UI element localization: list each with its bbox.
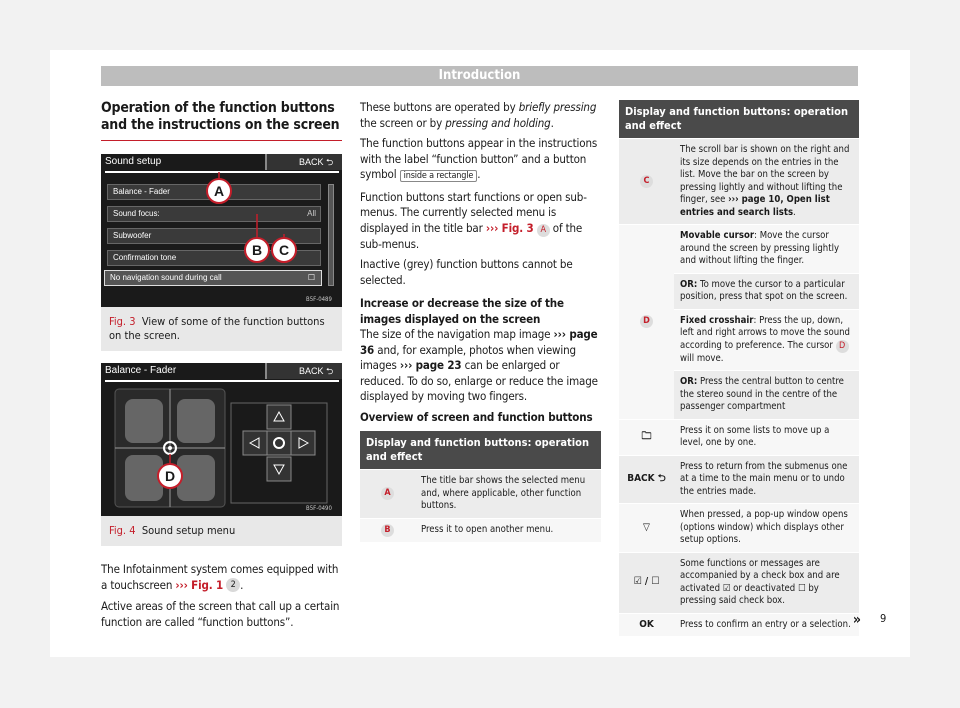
fig3-item-label: No navigation sound during call bbox=[110, 273, 222, 282]
text: The Infotainment system comes equipped with a touchscreen bbox=[101, 562, 339, 592]
overview-heading: Overview of screen and function buttons bbox=[360, 409, 593, 424]
text: will move. bbox=[680, 352, 724, 364]
page-23-link[interactable]: ››› page 23 bbox=[399, 358, 462, 372]
fig3-screen bbox=[101, 154, 342, 307]
table-key bbox=[619, 455, 674, 504]
number-badge: 2 bbox=[226, 578, 240, 592]
text: and, for example, photos when viewing images bbox=[360, 342, 576, 372]
fig4-back-label: BACK bbox=[299, 366, 324, 376]
table-key bbox=[360, 518, 415, 542]
col1-paragraph-1 bbox=[101, 562, 342, 593]
table-key bbox=[619, 139, 674, 225]
emphasis: briefly pressing bbox=[518, 100, 597, 114]
table-row bbox=[619, 455, 859, 504]
table-desc bbox=[674, 613, 859, 636]
table-header: Display and function buttons: operation and effect bbox=[360, 431, 601, 470]
figure-4 bbox=[101, 363, 342, 546]
fig3-item-label: Subwoofer bbox=[113, 231, 152, 240]
text: or deactivated bbox=[733, 582, 796, 594]
continued-icon: » bbox=[852, 611, 861, 628]
back-arrow-icon: ⮌ bbox=[326, 157, 334, 167]
fig3-label: Fig. 3 bbox=[109, 315, 136, 328]
text: Press to confirm an entry or a selection. bbox=[680, 618, 851, 630]
text: of the sub-menus. bbox=[360, 220, 583, 251]
button-symbol-example: inside a rectangle bbox=[400, 170, 478, 182]
back-key-label: BACK bbox=[627, 473, 655, 484]
fig3-item-value: All bbox=[307, 209, 316, 218]
table-desc: The title bar shows the selected menu and, where applicable, other function buttons. bbox=[415, 470, 601, 519]
text: The scroll bar is shown on the right and its size depends on the entries in the list. Move the bar on the screen by pressing lightly and without lifting the finger, see bbox=[680, 144, 850, 205]
back-arrow-icon: ⮌ bbox=[657, 473, 666, 484]
ok-key: OK bbox=[619, 613, 674, 636]
fig3-item-label: Sound focus: bbox=[113, 209, 160, 218]
key-a-badge: A bbox=[381, 487, 394, 500]
text: the screen or by bbox=[360, 115, 443, 130]
col2-paragraph-1 bbox=[360, 100, 601, 131]
table-row bbox=[619, 225, 859, 274]
table-row bbox=[619, 139, 859, 225]
callout-d: D bbox=[157, 463, 183, 489]
page-10-link[interactable]: ››› page 10, Open list entries and search lists bbox=[680, 194, 830, 218]
fig4-caption-text: Sound setup menu bbox=[141, 524, 236, 537]
function-table-part-2 bbox=[619, 100, 859, 636]
zoom-heading: Increase or decrease the size of the images displayed on the screen bbox=[360, 296, 564, 326]
table-desc bbox=[674, 273, 859, 309]
table-row bbox=[619, 504, 859, 553]
table-row bbox=[619, 613, 859, 636]
table-row bbox=[619, 419, 859, 455]
page-header: Introduction bbox=[101, 66, 858, 86]
checkbox-icons: ☑ / ☐ bbox=[619, 552, 674, 613]
fig4-screen bbox=[101, 363, 342, 516]
text: by pressing said check box. bbox=[680, 582, 819, 606]
table-desc bbox=[674, 225, 859, 274]
table-desc: Some functions or messages are accompanied by a check box and are activated ☑ or deactivated ☐ by pressing said check box. bbox=[674, 552, 859, 613]
term: Fixed crosshair bbox=[680, 314, 754, 326]
fig3-back-label: BACK bbox=[299, 157, 324, 167]
back-arrow-icon: ⮌ bbox=[326, 366, 334, 376]
table-key bbox=[619, 225, 674, 420]
key-c-badge: C bbox=[640, 175, 653, 188]
table-header: Display and function buttons: operation and effect bbox=[619, 100, 859, 139]
text: To move the cursor to a particular position, press that spot on the screen. bbox=[680, 278, 848, 302]
text: The size of the navigation map image bbox=[360, 327, 551, 341]
term: OR: bbox=[680, 278, 698, 290]
col2-paragraph-2 bbox=[360, 136, 601, 185]
fig3-item-label: Balance - Fader bbox=[113, 187, 170, 196]
table-desc: When pressed, a pop-up window opens (options window) which displays other setup options. bbox=[674, 504, 859, 553]
text: : Move the cursor around the screen by pressing lightly and without lifting the finger. bbox=[680, 230, 839, 266]
triangle-down-icon: ▽ bbox=[619, 504, 674, 553]
callout-a: A bbox=[206, 178, 232, 204]
function-table-part-1 bbox=[360, 431, 601, 542]
fig4-screen-title: Balance - Fader bbox=[105, 365, 177, 376]
title-rule bbox=[101, 140, 342, 141]
col2-paragraph-3 bbox=[360, 190, 601, 253]
key-d-badge: D bbox=[640, 315, 653, 328]
text: can be enlarged or reduced. To do so, enlarge or reduce the image displayed by moving two fingers. bbox=[360, 358, 598, 403]
fig3-item-label: Confirmation tone bbox=[113, 253, 177, 262]
fig4-code: B5F-0490 bbox=[306, 505, 332, 512]
table-desc: The scroll bar is shown on the right and its size depends on the entries in the list. Move the bar on the screen by pressing lightly and without lifting the finger, see ››› page 10, Open list entries and search lists. bbox=[674, 139, 859, 225]
page-number: 9 bbox=[880, 612, 887, 625]
fig3-link[interactable]: ››› Fig. 3 bbox=[485, 220, 534, 235]
fig3-caption-text: View of some of the function buttons on the screen. bbox=[109, 315, 325, 342]
table-desc bbox=[674, 371, 859, 420]
table-desc bbox=[674, 309, 859, 371]
text: The function buttons appear in the instructions with the label “function button” and a button symbol bbox=[360, 136, 598, 181]
callout-c: C bbox=[271, 237, 297, 263]
key-d-badge: D bbox=[836, 340, 849, 353]
table-desc: Press to return from the submenus one at a time to the main menu or to undo the entries made. bbox=[674, 455, 859, 504]
callout-b: B bbox=[244, 237, 270, 263]
term: Movable cursor bbox=[680, 230, 755, 241]
table-desc: Press it to open another menu. bbox=[415, 518, 601, 542]
table-row bbox=[360, 518, 601, 542]
fig4-car-seats-diagram bbox=[101, 363, 342, 516]
key-b-badge: B bbox=[381, 524, 394, 537]
fig3-screen-title: Sound setup bbox=[105, 156, 162, 167]
fig4-caption bbox=[101, 516, 342, 538]
text: : Press the up, down, left and right arrows to move the sound according to preference. The cursor bbox=[680, 314, 850, 351]
col2-paragraph-5 bbox=[360, 327, 601, 405]
col1-paragraph-2: Active areas of the screen that call up a certain function are called “function buttons”. bbox=[101, 599, 340, 629]
column-3 bbox=[619, 100, 859, 636]
fig3-code: B5F-0489 bbox=[306, 296, 332, 303]
table-row bbox=[619, 552, 859, 613]
key-a-badge: A bbox=[537, 224, 550, 237]
checkbox-icon: ☐ bbox=[307, 273, 315, 282]
folder-icon: 🗀 bbox=[619, 419, 674, 455]
fig3-caption bbox=[101, 307, 342, 343]
text: Press the central button to centre the stereo sound in the centre of the passenger compartment bbox=[680, 376, 844, 412]
column-2 bbox=[360, 100, 601, 542]
term: OR: bbox=[680, 376, 698, 387]
column-1 bbox=[101, 100, 342, 630]
text: Some functions or messages are accompanied by a check box and are activated bbox=[680, 557, 840, 594]
text: . bbox=[477, 167, 481, 181]
emphasis: pressing and holding bbox=[445, 115, 551, 130]
section-title: Operation of the function buttons and the instructions on the screen bbox=[101, 100, 340, 133]
text: . bbox=[240, 577, 244, 592]
table-desc: Press it on some lists to move up a level, one by one. bbox=[674, 419, 859, 455]
table-row bbox=[360, 470, 601, 519]
text: . bbox=[550, 115, 554, 130]
text: These buttons are operated by bbox=[360, 100, 516, 114]
fig1-link[interactable]: ››› Fig. 1 bbox=[175, 577, 224, 592]
text: Function buttons start functions or open sub-menus. The currently selected menu is displayed in the title bar bbox=[360, 189, 587, 235]
figure-3 bbox=[101, 154, 342, 351]
page-36-link[interactable]: ››› page 36 bbox=[360, 327, 598, 357]
fig3-callout-lines bbox=[101, 154, 342, 307]
table-key bbox=[360, 470, 415, 519]
col2-paragraph-4: Inactive (grey) function buttons cannot be selected. bbox=[360, 257, 573, 287]
fig4-label: Fig. 4 bbox=[109, 524, 136, 537]
